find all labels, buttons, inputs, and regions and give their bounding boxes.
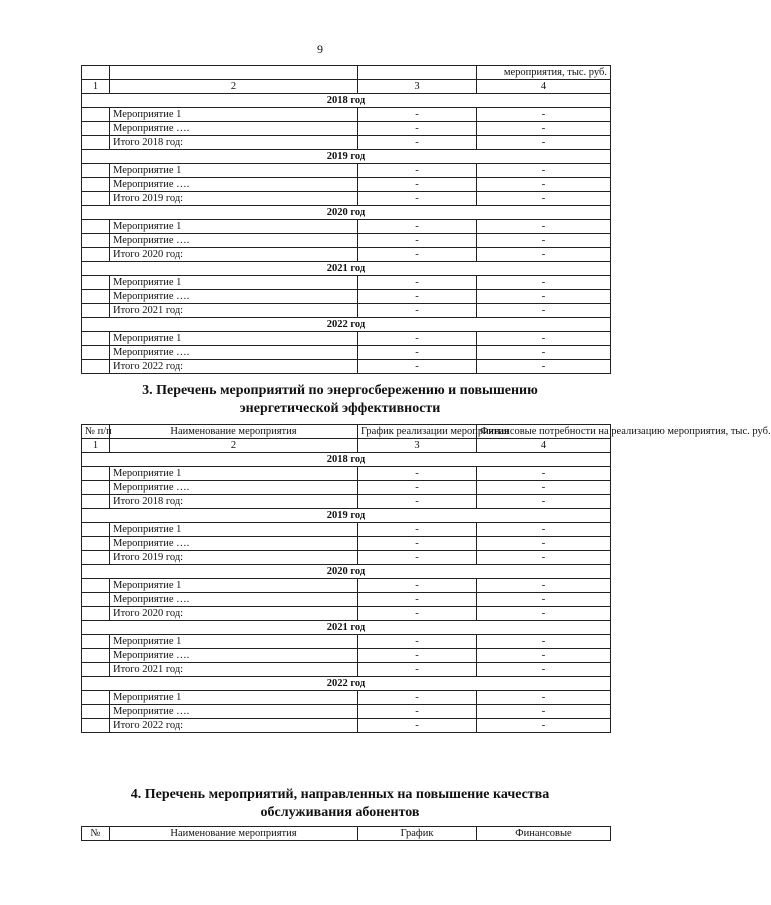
section-3-title: 3. Перечень мероприятий по энергосбережению и повышению энергетической эффективности (142, 383, 538, 416)
total-row: Итого 2020 год: - - (82, 607, 611, 621)
column-numbers-row: 1 2 3 4 (82, 80, 611, 94)
table-header-continued (82, 66, 611, 80)
total-row: Итого 2022 год: - - (82, 719, 611, 733)
table-row: Мероприятие …. - - (82, 537, 611, 551)
table-row: Мероприятие 1 - - (82, 691, 611, 705)
table-section-2-continued (81, 65, 611, 374)
header-finance: Финансовые потребности на реализацию мероприятия, тыс. руб. (477, 425, 611, 439)
header-schedule: График реализации мероприятия (358, 425, 477, 439)
table-row: Мероприятие 1 - - (82, 579, 611, 593)
year-row: 2020 год (82, 206, 611, 220)
year-row: 2021 год (82, 262, 611, 276)
table-row: Мероприятие 1 - - (82, 164, 611, 178)
header-number: № п/п (82, 425, 110, 439)
column-numbers-row: 1 2 3 4 (82, 439, 611, 453)
total-row: Итого 2019 год: - - (82, 192, 611, 206)
table-section-3 (81, 424, 771, 733)
total-row: Итого 2018 год: - - (82, 136, 611, 150)
table-header (82, 827, 611, 841)
table-row: Мероприятие …. - - (82, 593, 611, 607)
table-row: Мероприятие …. - - (82, 705, 611, 719)
total-row: Итого 2021 год: - - (82, 663, 611, 677)
section-4-title: 4. Перечень мероприятий, направленных на повышение качества обслуживания абонентов (130, 787, 550, 820)
table-section-4 (81, 826, 611, 841)
total-row: Итого 2022 год: - - (82, 360, 611, 374)
header-schedule: График (358, 827, 477, 841)
year-row: 2019 год (82, 150, 611, 164)
year-row: 2022 год (82, 318, 611, 332)
year-row: 2018 год (82, 453, 611, 467)
year-row: 2020 год (82, 565, 611, 579)
total-row: Итого 2019 год: - - (82, 551, 611, 565)
table-row: Мероприятие …. - - (82, 290, 611, 304)
table-row: Мероприятие 1 - - (82, 276, 611, 290)
header-name: Наименование мероприятия (110, 425, 358, 439)
year-row: 2022 год (82, 677, 611, 691)
table-row: Мероприятие …. - - (82, 234, 611, 248)
year-row: 2021 год (82, 621, 611, 635)
finance-header-tail: мероприятия, тыс. руб. (477, 66, 611, 80)
header-finance: Финансовые (477, 827, 611, 841)
total-row: Итого 2018 год: - - (82, 495, 611, 509)
year-row: 2019 год (82, 509, 611, 523)
header-name: Наименование мероприятия (110, 827, 358, 841)
table-row: Мероприятие 1 - - (82, 108, 611, 122)
table-row: Мероприятие …. - - (82, 481, 611, 495)
table-row: Мероприятие …. - - (82, 122, 611, 136)
table-row: Мероприятие 1 - - (82, 467, 611, 481)
table-row: Мероприятие 1 - - (82, 332, 611, 346)
total-row: Итого 2021 год: - - (82, 304, 611, 318)
table-row: Мероприятие 1 - - (82, 220, 611, 234)
page-number: 9 (317, 42, 323, 56)
table-row: Мероприятие 1 - - (82, 523, 611, 537)
table-row: Мероприятие 1 - - (82, 635, 611, 649)
table-row: Мероприятие …. - - (82, 178, 611, 192)
total-row: Итого 2020 год: - - (82, 248, 611, 262)
header-number: № (82, 827, 110, 841)
year-row: 2018 год (82, 94, 611, 108)
table-row: Мероприятие …. - - (82, 649, 611, 663)
table-header (82, 425, 611, 439)
table-row: Мероприятие …. - - (82, 346, 611, 360)
